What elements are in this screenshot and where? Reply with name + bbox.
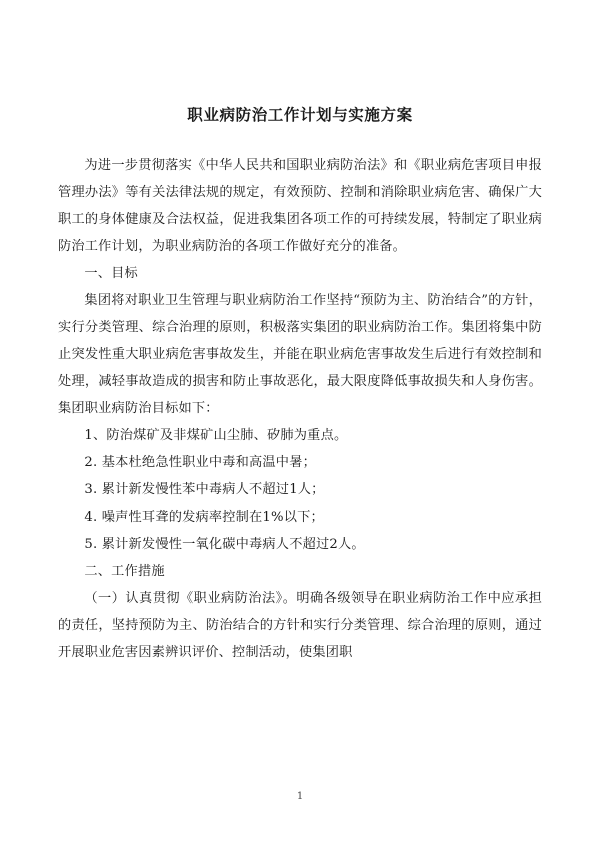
paragraph-measures-body: （一）认真贯彻《职业病防治法》。明确各级领导在职业病防治工作中应承担的责任，坚持预防为主、防治结合的方针和实行分类管理、综合治理的原则，通过开展职业危害因素辨识评价、控制活动，使集团职 (58, 590, 542, 660)
paragraph-goals-body: 集团将对职业卫生管理与职业病防治工作坚持“预防为主、防治结合”的方针，实行分类管理、综合治理的原则，积极落实集团的职业病防治工作。集团将集中防止突发性重大职业病危害事故发生，并能在职业病危害事故发生后进行有效控制和处理，减轻事故造成的损害和防止事故恶化，最大限度降低事故损失和人身伤害。集团职业病防治目标如下： (58, 293, 542, 417)
list-item: 1、防治煤矿及非煤矿山尘肺、矽肺为重点。 (84, 428, 348, 444)
page-title: 职业病防治工作计划与实施方案 (187, 105, 413, 124)
paragraph-intro: 为进一步贯彻落实《中华人民共和国职业病防治法》和《职业病危害项目申报管理办法》等有关法律法规的规定，有效预防、控制和消除职业病危害、确保广大职工的身体健康及合法权益，促进我集团各项工作的可持续发展，特制定了职业病防治工作计划，为职业病防治的各项工作做好充分的准备。 (58, 157, 542, 254)
page-number: 1 (296, 791, 304, 802)
list-item: 3. 累计新发慢性苯中毒病人不超过1人； (84, 482, 325, 498)
list-item: 2. 基本杜绝急性职业中毒和高温中暑； (84, 455, 316, 471)
list-item: 4. 噪声性耳聋的发病率控制在1%以下； (84, 509, 324, 525)
list-item: 5. 累计新发慢性一氧化碳中毒病人不超过2人。 (84, 536, 365, 552)
section-heading-measures: 二、工作措施 (84, 563, 165, 579)
section-heading-goals: 一、目标 (84, 265, 138, 281)
